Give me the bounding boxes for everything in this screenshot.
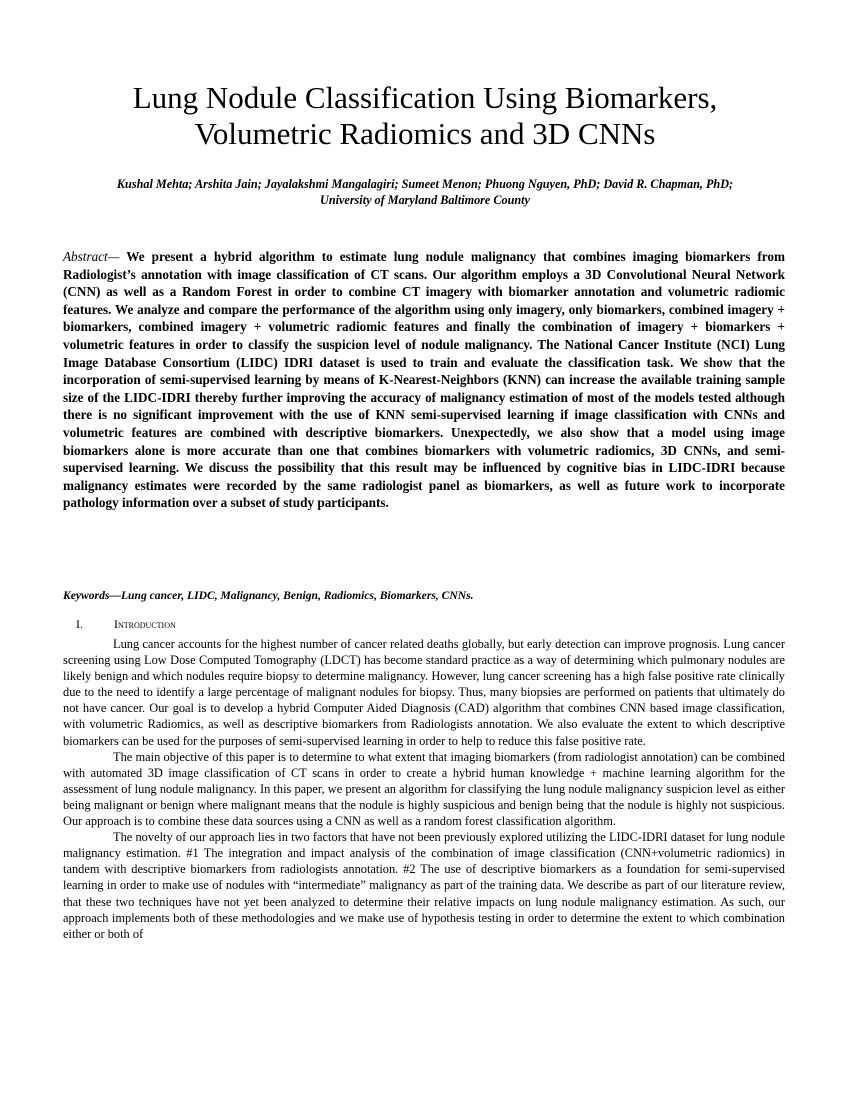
section-title: Introduction: [114, 617, 176, 631]
title-line-2: Volumetric Radiomics and 3D CNNs: [194, 116, 656, 151]
keywords: Keywords—Lung cancer, LIDC, Malignancy, Benign, Radiomics, Biomarkers, CNNs.: [63, 589, 474, 602]
paper-title: [60, 80, 790, 152]
abstract: [63, 248, 785, 512]
abstract-lead: Abstract—: [63, 249, 120, 264]
body-text: [63, 636, 785, 942]
abstract-text: We present a hybrid algorithm to estimate lung nodule malignancy that combines imaging biomarkers from Radiologist’s annotation with image classification of CT scans. Our algorithm employs a 3D Convolutional Neural Network (CNN) as well as a Random Forest in order to combine CT imagery with biomarker annotation and volumetric radiomic features. We analyze and compare the performance of the algorithm using only imagery, only biomarkers, combined imagery + biomarkers, combined imagery + volumetric radiomic features and finally the combination of imagery + biomarkers + volumetric features in order to classify the suspicion level of nodule malignancy. The National Cancer Institute (NCI) Lung Image Database Consortium (LIDC) IDRI dataset is used to train and evaluate the classification task. We show that the incorporation of semi-supervised learning by means of K-Nearest-Neighbors (KNN) can increase the available training sample size of the LIDC-IDRI thereby further improving the accuracy of malignancy estimation of most of the models tested although there is no significant improvement with the use of KNN semi-supervised learning if image classification with CNNs and volumetric features are combined with descriptive biomarkers. Unexpectedly, we also show that a model using image biomarkers alone is more accurate than one that combines biomarkers with volumetric radiomics, 3D CNNs, and semi-supervised learning. We discuss the possibility that this result may be influenced by cognitive bias in LIDC-IDRI because malignancy estimates were recorded by the same radiologist panel as biomarkers, as well as future work to incorporate pathology information over a subset of study participants.: [63, 249, 786, 511]
title-line-1: Lung Nodule Classification Using Biomarkers,: [132, 80, 718, 115]
section-heading: [76, 617, 176, 631]
author-block: [40, 176, 810, 208]
author-affiliation: University of Maryland Baltimore County: [320, 193, 530, 207]
section-number: I.: [76, 617, 83, 631]
author-names: Kushal Mehta; Arshita Jain; Jayalakshmi Mangalagiri; Sumeet Menon; Phuong Nguyen, PhD; David R. Chapman, PhD;: [116, 177, 734, 191]
paragraph-1: Lung cancer accounts for the highest number of cancer related deaths globally, but early detection can improve prognosis. Lung cancer screening using Low Dose Computed Tomography (LDCT) has become standard practice as a way of determining which pulmonary nodules are likely benign and which nodules require biopsy to determine malignancy. However, lung cancer screening has a high false positive rate clinically due to the need to identify a large percentage of malignant nodules for biopsy. Thus, many biopsies are performed on patients that ultimately do not have cancer. Our goal is to develop a hybrid Computer Aided Diagnosis (CAD) algorithm that combines CNN based image classification, with volumetric Radiomics, as well as descriptive biomarkers from Radiologists annotation. We also evaluate the extent to which descriptive biomarkers can be used for the purposes of semi-supervised learning in order to help to reduce this false positive rate.: [63, 637, 785, 748]
paragraph-2: The main objective of this paper is to determine to what extent that imaging biomarkers (from radiologist annotation) can be combined with automated 3D image classification of CT scans in order to create a hybrid human knowledge + machine learning algorithm for the assessment of lung nodule malignancy. In this paper, we present an algorithm for classifying the lung nodule malignancy suspicion level as either being malignant or benign where malignant means that the nodule is highly suspicious and benign being that the nodule is highly not suspicious. Our approach is to combine these data sources using a CNN as well as a random forest classification algorithm.: [63, 749, 785, 829]
paragraph-3: The novelty of our approach lies in two factors that have not been previously explored utilizing the LIDC-IDRI dataset for lung nodule malignancy estimation. #1 The integration and impact analysis of the combination of image classification (CNN+volumetric radiomics) in tandem with descriptive biomarkers from radiologists annotation. #2 The use of descriptive biomarkers as a foundation for semi-supervised learning in order to make use of nodules with “intermediate” malignancy as part of the training data. We describe as part of our literature review, that these two techniques have not yet been analyzed to determine their relative impacts on lung nodule malignancy estimation. As such, our approach implements both of these methodologies and we make use of hypothesis testing in order to determine the extent to which combination either or both of: [63, 830, 785, 941]
